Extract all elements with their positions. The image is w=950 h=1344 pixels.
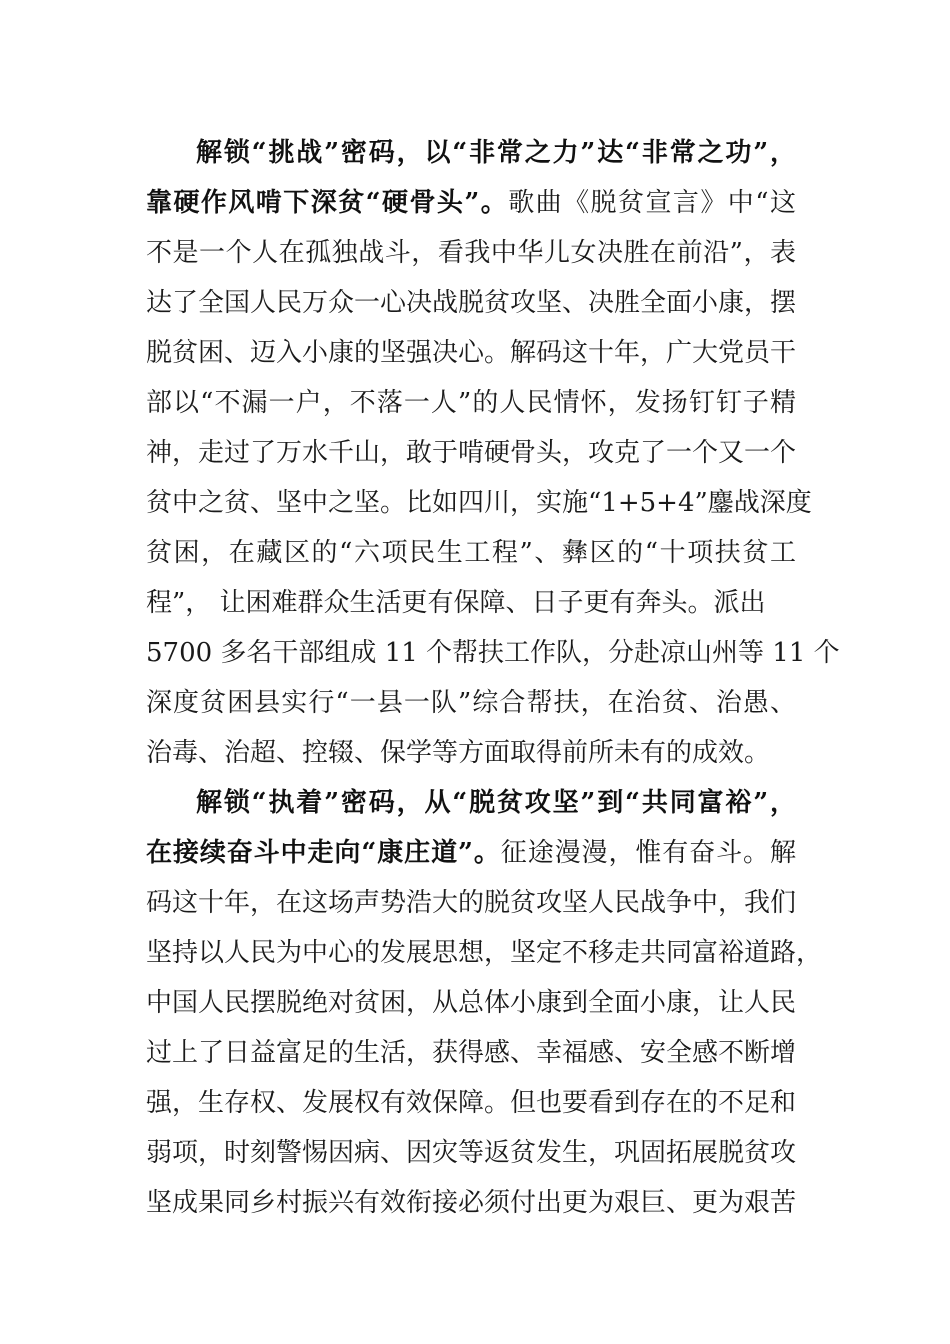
text-line	[196, 783, 796, 823]
text-line	[146, 833, 796, 873]
bold-heading-text: 解锁“执着”密码，从“脱贫攻坚”到“共同富裕”，	[196, 788, 796, 818]
body-text: 中国人民摆脱绝对贫困，从总体小康到全面小康，让人民	[146, 988, 797, 1018]
body-text: 不是一个人在孤独战斗，看我中华儿女决胜在前沿”，表	[146, 238, 796, 268]
text-line	[146, 683, 796, 723]
text-line	[196, 133, 796, 173]
body-text: 5700 多名干部组成 11 个帮扶工作队，分赴凉山州等 11 个	[146, 638, 840, 668]
text-line	[146, 983, 796, 1023]
text-line	[146, 383, 796, 423]
body-text: 贫困，在藏区的“六项民生工程”、彝区的“十项扶贫工	[146, 538, 796, 568]
text-line	[146, 933, 823, 973]
body-text: 神，走过了万水千山，敢于啃硬骨头，攻克了一个又一个	[146, 438, 797, 468]
text-line	[146, 1183, 796, 1223]
body-text: 治毒、治超、控辍、保学等方面取得前所未有的成效。	[146, 738, 771, 768]
body-text: 程”， 让困难群众生活更有保障、日子更有奔头。派出	[146, 588, 766, 618]
text-line	[146, 233, 796, 273]
text-line	[146, 333, 796, 373]
body-text: 脱贫困、迈入小康的坚强决心。解码这十年，广大党员干	[146, 338, 797, 368]
body-text: 征途漫漫，惟有奋斗。解	[500, 838, 796, 868]
body-text: 强，生存权、发展权有效保障。但也要看到存在的不足和	[146, 1088, 797, 1118]
text-line	[146, 733, 796, 773]
text-line	[146, 283, 796, 323]
text-line	[146, 1083, 796, 1123]
body-text: 坚成果同乡村振兴有效衔接必须付出更为艰巨、更为艰苦	[146, 1188, 797, 1218]
bold-heading-text: 在接续奋斗中走向“康庄道”。	[146, 838, 501, 868]
body-text: 码这十年，在这场声势浩大的脱贫攻坚人民战争中，我们	[146, 888, 797, 918]
body-text: 达了全国人民万众一心决战脱贫攻坚、决胜全面小康，摆	[146, 288, 797, 318]
text-line	[146, 483, 812, 523]
text-line	[146, 583, 796, 623]
text-line	[146, 183, 796, 223]
body-text: 贫中之贫、坚中之坚。比如四川，实施“1+5+4”鏖战深度	[146, 488, 812, 518]
text-line	[146, 1133, 796, 1173]
body-text: 弱项，时刻警惕因病、因灾等返贫发生，巩固拓展脱贫攻	[146, 1138, 797, 1168]
text-line	[146, 883, 796, 923]
bold-heading-text: 靠硬作风啃下深贫“硬骨头”。	[146, 188, 509, 218]
bold-heading-text: 解锁“挑战”密码，以“非常之力”达“非常之功”，	[196, 138, 796, 168]
text-line	[146, 1033, 796, 1073]
body-text: 过上了日益富足的生活，获得感、幸福感、安全感不断增	[146, 1038, 797, 1068]
body-text: 歌曲《脱贫宣言》中“这	[508, 188, 796, 218]
body-text: 部以“不漏一户，不落一人”的人民情怀，发扬钉钉子精	[146, 388, 796, 418]
body-text: 深度贫困县实行“一县一队”综合帮扶，在治贫、治愚、	[146, 688, 796, 718]
text-line	[146, 633, 840, 673]
text-line	[146, 533, 796, 573]
body-text: 坚持以人民为中心的发展思想，坚定不移走共同富裕道路，	[146, 938, 823, 968]
text-line	[146, 433, 796, 473]
